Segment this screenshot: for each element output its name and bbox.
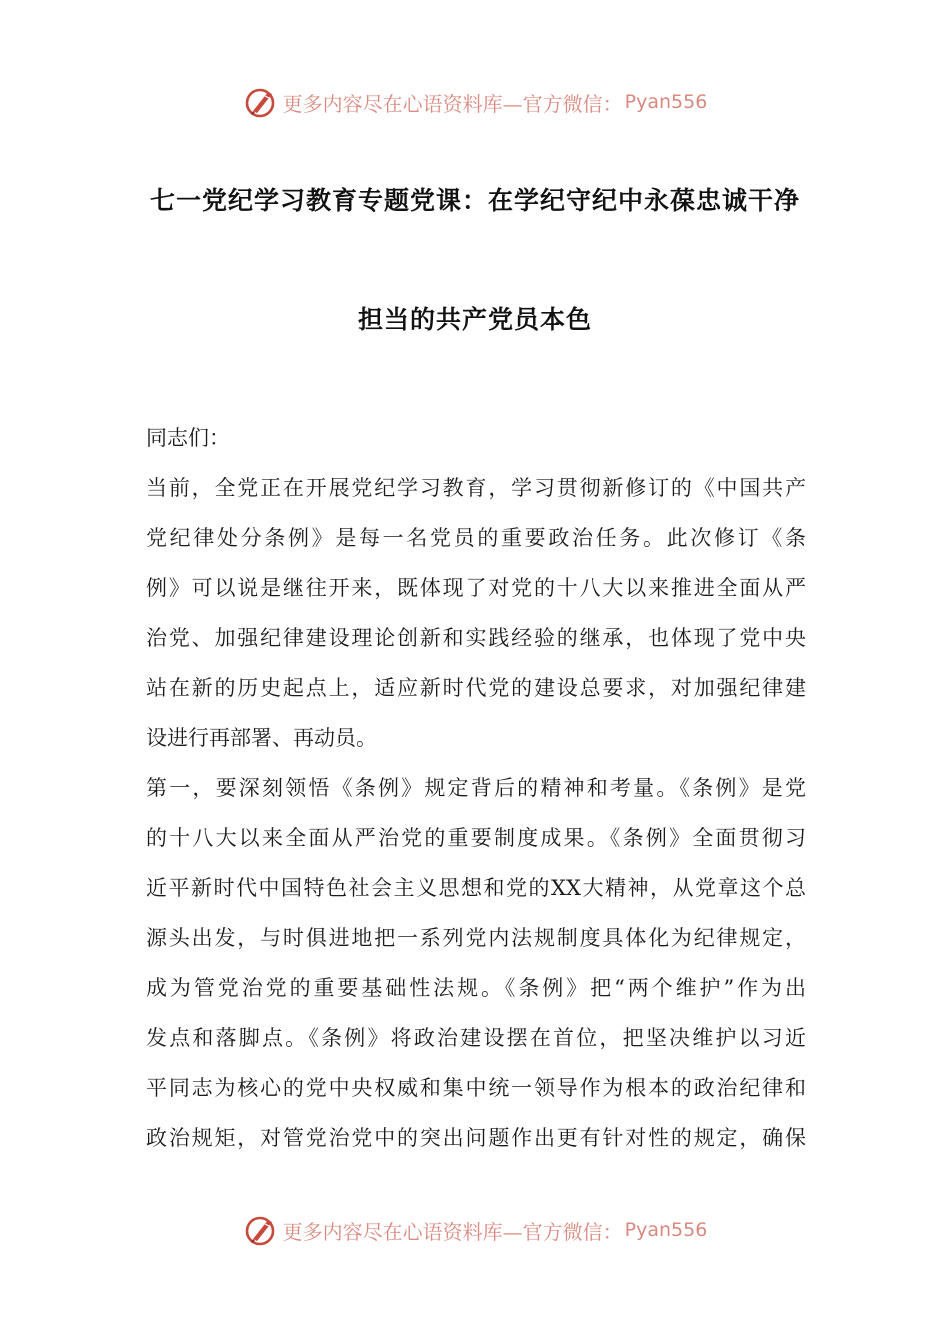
- body-line: 当前，全党正在开展党纪学习教育，学习贯彻新修订的《中国共产: [146, 476, 806, 500]
- body-line: 站在新的历史起点上，适应新时代党的建设总要求，对加强纪律建: [146, 676, 806, 700]
- body-line: 近平新时代中国特色社会主义思想和党的XX大精神，从党章这个总: [146, 876, 806, 900]
- watermark-text: 更多内容尽在心语资料库—官方微信：: [282, 1219, 623, 1244]
- body-line: 设进行再部署、再动员。: [146, 726, 377, 750]
- body-line: 发点和落脚点。《条例》将政治建设摆在首位，把坚决维护以习近: [146, 1026, 806, 1050]
- body-line: 成为管党治党的重要基础性法规。《条例》把“两个维护”作为出: [146, 976, 806, 1000]
- body-line: 的十八大以来全面从严治党的重要制度成果。《条例》全面贯彻习: [146, 826, 806, 850]
- watermark-banner-bottom: [0, 1210, 950, 1250]
- watermark-wechat-id: Pyan556: [624, 91, 708, 113]
- body-line: 第一，要深刻领悟《条例》规定背后的精神和考量。《条例》是党: [146, 776, 806, 800]
- watermark-banner-top: [0, 82, 950, 122]
- quill-pen-circle-icon: [243, 84, 279, 120]
- body-line: 源头出发，与时俱进地把一系列党内法规制度具体化为纪律规定，: [146, 926, 806, 950]
- document-body: [146, 413, 806, 1163]
- body-line: 例》可以说是继往开来，既体现了对党的十八大以来推进全面从严: [146, 576, 806, 600]
- body-line: 平同志为核心的党中央权威和集中统一领导作为根本的政治纪律和: [146, 1076, 806, 1100]
- watermark-wechat-id: Pyan556: [624, 1219, 708, 1241]
- document-title-line-2: 担当的共产党员本色: [357, 305, 592, 334]
- quill-pen-circle-icon: [243, 1212, 279, 1248]
- watermark-text: 更多内容尽在心语资料库—官方微信：: [282, 91, 623, 116]
- body-line: 治党、加强纪律建设理论创新和实践经验的继承，也体现了党中央: [146, 626, 806, 650]
- body-line: 同志们：: [146, 426, 230, 450]
- body-line: 政治规矩，对管党治党中的突出问题作出更有针对性的规定，确保: [146, 1126, 806, 1150]
- document-title-line-1: 七一党纪学习教育专题党课：在学纪守纪中永葆忠诚干净: [149, 186, 800, 215]
- body-line: 党纪律处分条例》是每一名党员的重要政治任务。此次修订《条: [146, 526, 806, 550]
